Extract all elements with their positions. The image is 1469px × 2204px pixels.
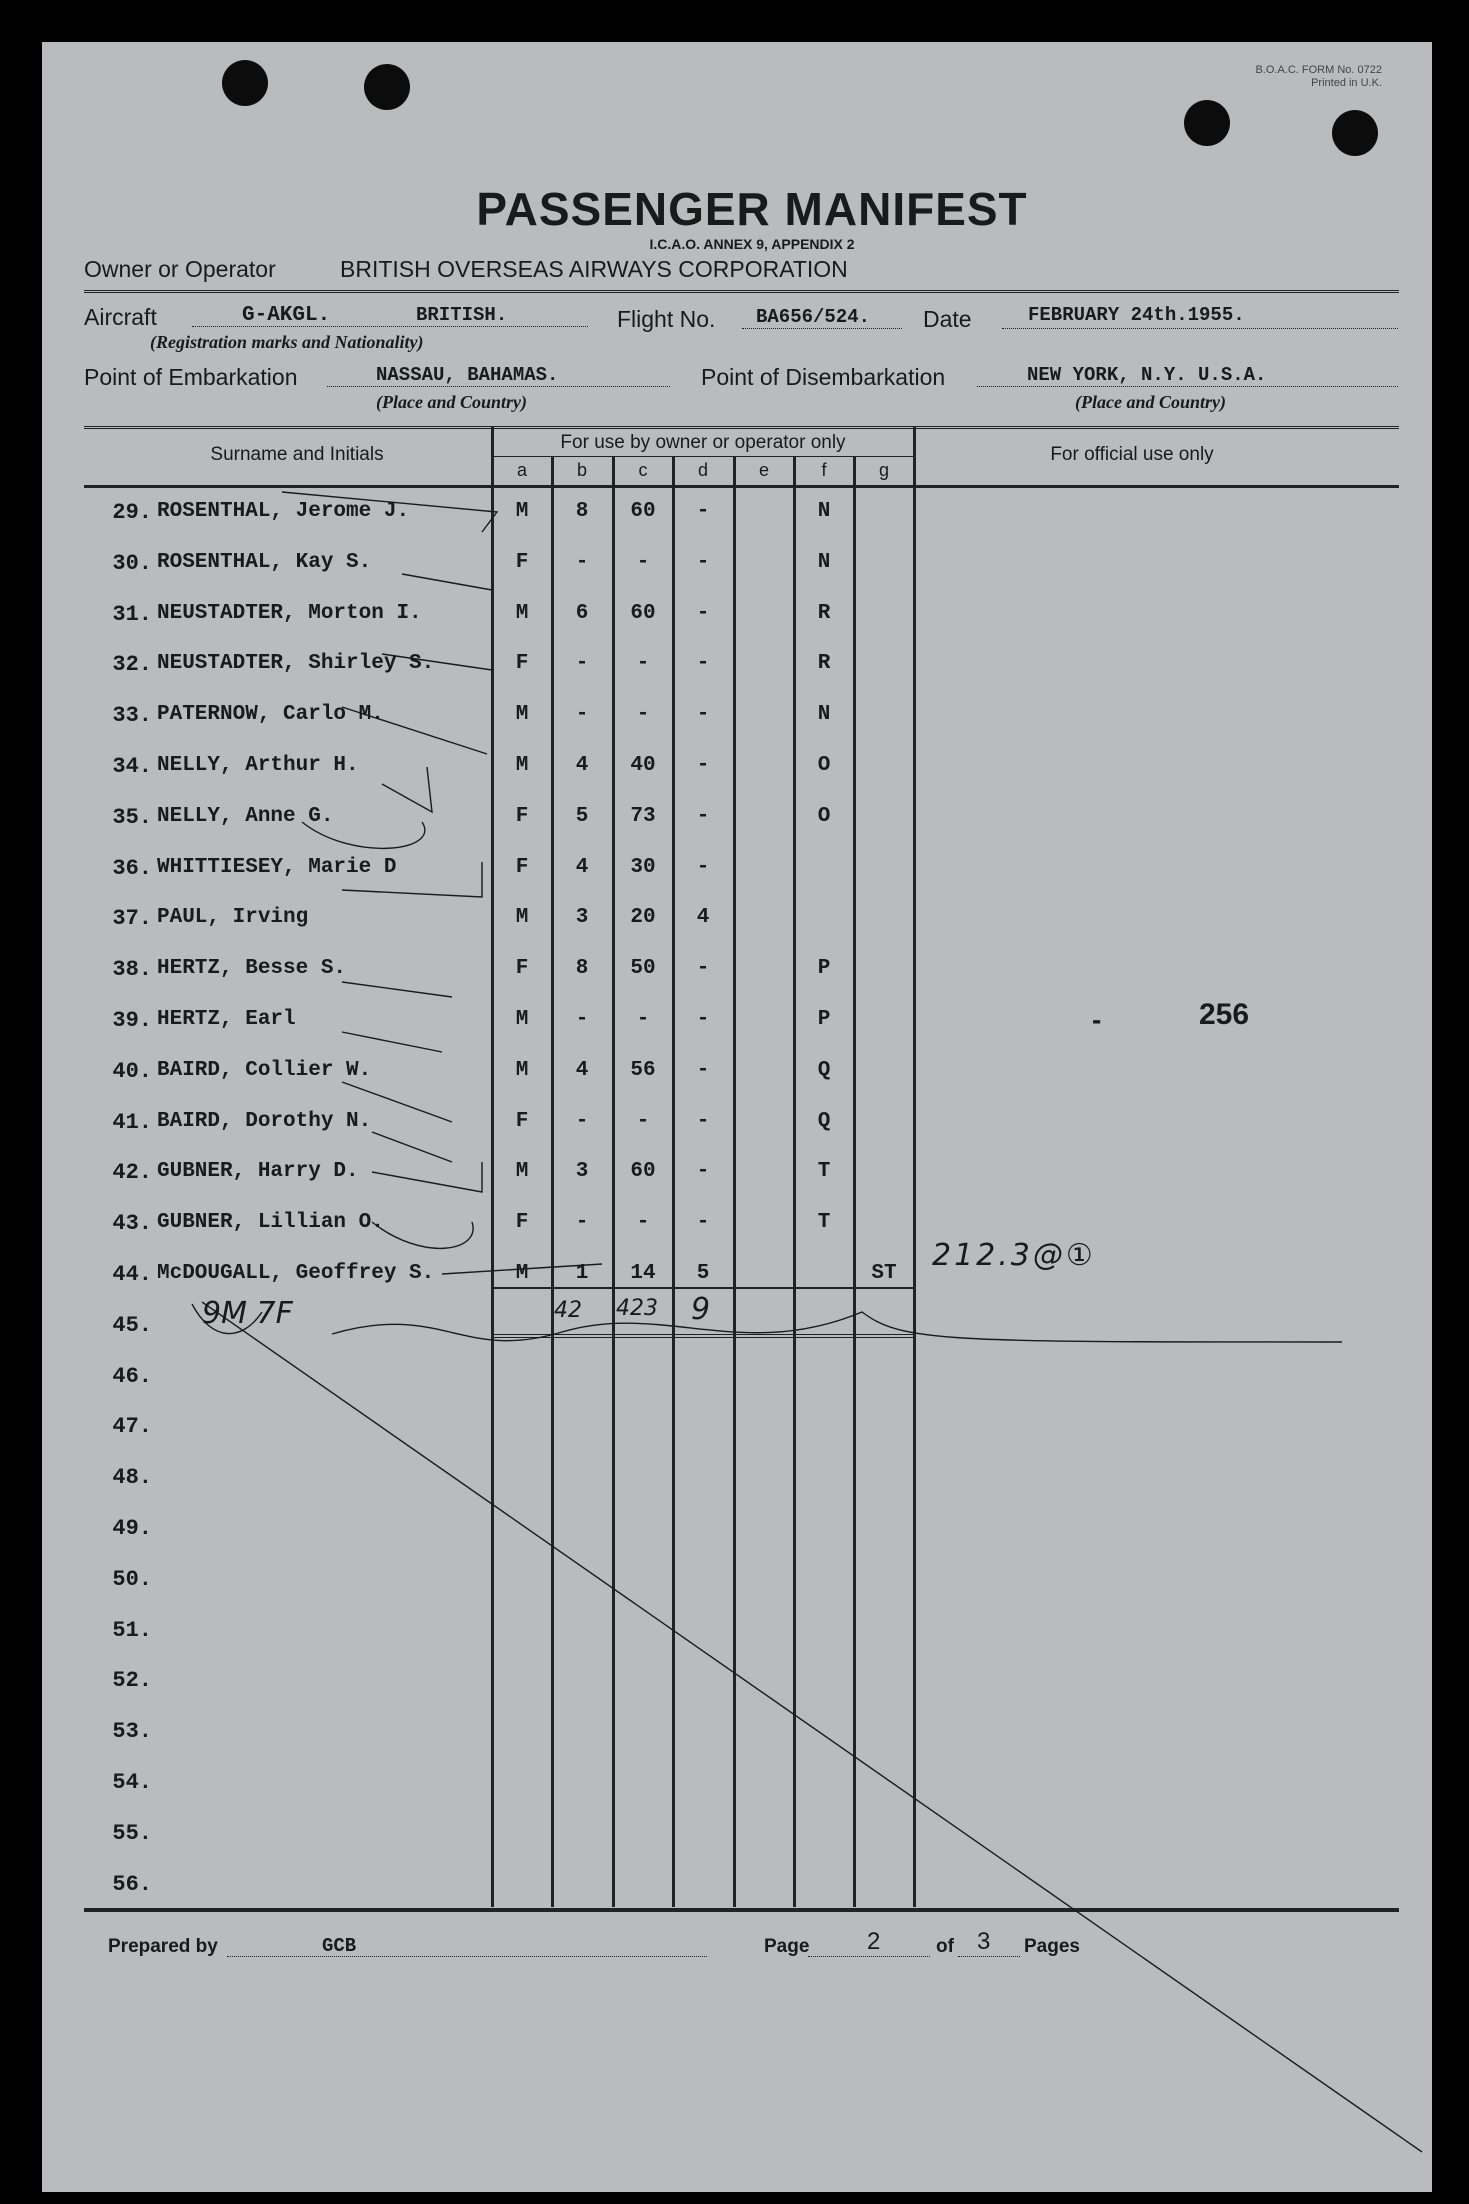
row-number: 31. bbox=[112, 601, 152, 627]
cell-c: 56 bbox=[630, 1058, 656, 1082]
empty-row-number: 49. bbox=[112, 1516, 152, 1541]
cell-d: - bbox=[696, 1058, 710, 1082]
total-d: 9 bbox=[691, 1292, 711, 1327]
page-title: PASSENGER MANIFEST bbox=[476, 183, 1028, 235]
embarkation-value: NASSAU, BAHAMAS. bbox=[376, 364, 559, 386]
row-number: 34. bbox=[112, 754, 152, 779]
passenger-name: PATERNOW, Carlo M. bbox=[157, 703, 384, 727]
row-number: 29. bbox=[112, 500, 152, 525]
cell-g: ST bbox=[871, 1262, 897, 1285]
cell-f: P bbox=[817, 1008, 831, 1031]
cell-c: - bbox=[636, 703, 650, 727]
cell-f: N bbox=[817, 500, 831, 523]
cell-a: M bbox=[515, 500, 529, 523]
aircraft-label: Aircraft bbox=[84, 304, 157, 330]
cell-c: 30 bbox=[630, 855, 656, 879]
passenger-name: NEUSTADTER, Morton I. bbox=[157, 601, 422, 625]
disembarkation-label: Point of Disembarkation bbox=[701, 364, 946, 390]
cell-a: F bbox=[515, 957, 529, 981]
passenger-name: HERTZ, Earl bbox=[157, 1008, 296, 1031]
cell-d: - bbox=[696, 1211, 710, 1235]
cell-c: - bbox=[636, 1109, 650, 1133]
cell-a: M bbox=[515, 1160, 529, 1184]
col-header-g: g bbox=[878, 460, 889, 480]
tick-mark bbox=[342, 1032, 442, 1052]
passenger-name: WHITTIESEY, Marie D bbox=[157, 855, 397, 879]
diagonal-cancel-line bbox=[202, 1302, 1422, 2152]
empty-row-number: 47. bbox=[112, 1414, 152, 1440]
date-value: FEBRUARY 24th.1955. bbox=[1028, 304, 1245, 326]
surname-header: Surname and Initials bbox=[210, 444, 384, 465]
tick-mark bbox=[282, 492, 497, 532]
aircraft-note: (Registration marks and Nationality) bbox=[150, 332, 424, 352]
cell-f: N bbox=[817, 550, 831, 574]
passenger-name: NEUSTADTER, Shirley S. bbox=[157, 652, 435, 676]
aircraft-registration: G-AKGL. bbox=[242, 304, 331, 327]
cell-b: - bbox=[575, 703, 589, 727]
passenger-name: GUBNER, Lillian O. bbox=[157, 1211, 384, 1235]
empty-row-number: 55. bbox=[112, 1820, 152, 1846]
cell-f: Q bbox=[817, 1109, 831, 1133]
cell-f: R bbox=[817, 652, 831, 676]
tick-mark bbox=[382, 767, 432, 812]
tick-mark bbox=[342, 862, 482, 897]
tick-mark bbox=[342, 1082, 452, 1122]
empty-row-number: 45. bbox=[112, 1312, 152, 1338]
cell-d: - bbox=[696, 1160, 710, 1184]
cell-b: 8 bbox=[575, 957, 589, 981]
embarkation-label: Point of Embarkation bbox=[84, 364, 298, 390]
cell-f: T bbox=[817, 1211, 831, 1235]
passenger-name: GUBNER, Harry D. bbox=[157, 1160, 359, 1184]
col-header-e: e bbox=[758, 460, 769, 480]
prepared-value: GCB bbox=[322, 1935, 357, 1957]
cell-a: M bbox=[515, 754, 529, 777]
aircraft-nationality: BRITISH. bbox=[416, 304, 508, 326]
cell-d: - bbox=[696, 1109, 710, 1133]
col-header-a: a bbox=[516, 460, 527, 480]
cell-b: - bbox=[575, 1008, 589, 1031]
cell-c: - bbox=[636, 1008, 650, 1031]
cell-c: 60 bbox=[630, 500, 656, 523]
empty-row-number: 52. bbox=[112, 1668, 152, 1694]
passenger-name: PAUL, Irving bbox=[157, 906, 309, 930]
cell-c: - bbox=[636, 550, 650, 574]
total-b: 42 bbox=[554, 1298, 582, 1323]
disembarkation-note: (Place and Country) bbox=[1075, 392, 1226, 412]
cell-d: - bbox=[696, 550, 710, 574]
cell-f: O bbox=[817, 754, 831, 777]
pages-label: Pages bbox=[1024, 1936, 1080, 1957]
cell-d: - bbox=[696, 703, 710, 727]
tick-mark bbox=[342, 707, 487, 754]
disembarkation-value: NEW YORK, N.Y. U.S.A. bbox=[1027, 364, 1267, 386]
cell-f: N bbox=[817, 703, 831, 727]
passenger-name: NELLY, Anne G. bbox=[157, 804, 334, 828]
passenger-name: NELLY, Arthur H. bbox=[157, 754, 359, 777]
cell-a: F bbox=[515, 804, 529, 828]
cell-d: - bbox=[696, 500, 710, 523]
row-number: 44. bbox=[112, 1262, 152, 1287]
official-handwritten: 212.3@① bbox=[932, 1238, 1096, 1273]
owner-value: BRITISH OVERSEAS AIRWAYS CORPORATION bbox=[340, 256, 848, 282]
cell-d: - bbox=[696, 601, 710, 625]
row-number: 33. bbox=[112, 703, 152, 729]
row-number: 42. bbox=[112, 1160, 152, 1186]
strike-mark bbox=[442, 1264, 602, 1274]
cell-b: 1 bbox=[575, 1262, 589, 1285]
empty-row-number: 54. bbox=[112, 1770, 152, 1795]
row-number: 36. bbox=[112, 855, 152, 881]
cell-c: 60 bbox=[630, 1160, 656, 1184]
of-value: 3 bbox=[977, 1928, 991, 1955]
cell-d: - bbox=[696, 804, 710, 828]
passenger-name: HERTZ, Besse S. bbox=[157, 957, 347, 981]
col-header-d: d bbox=[697, 460, 708, 480]
cell-a: M bbox=[515, 601, 529, 625]
passenger-name: ROSENTHAL, Jerome J. bbox=[157, 500, 410, 523]
official-dash: - bbox=[1092, 1004, 1102, 1035]
row-number: 41. bbox=[112, 1109, 152, 1135]
row-number: 35. bbox=[112, 804, 152, 830]
page-value: 2 bbox=[867, 1928, 881, 1955]
col-header-b: b bbox=[576, 460, 587, 480]
pen-marks bbox=[42, 42, 1432, 2192]
cell-d: - bbox=[696, 855, 710, 879]
handwritten-tally: 9M 7F bbox=[202, 1296, 293, 1331]
cell-b: - bbox=[575, 652, 589, 676]
cell-b: 3 bbox=[575, 1160, 589, 1184]
printed-note: Printed in U.K. bbox=[1311, 77, 1382, 89]
cell-a: F bbox=[515, 1211, 529, 1235]
row-number: 37. bbox=[112, 906, 152, 932]
tick-mark bbox=[372, 1222, 473, 1248]
cell-b: 3 bbox=[575, 906, 589, 930]
cell-d: - bbox=[696, 754, 710, 777]
cell-d: 4 bbox=[696, 906, 710, 930]
empty-row-number: 50. bbox=[112, 1566, 152, 1592]
passenger-name: McDOUGALL, Geoffrey S. bbox=[157, 1262, 435, 1285]
col-header-f: f bbox=[821, 460, 827, 480]
cell-f: Q bbox=[817, 1058, 831, 1082]
cell-c: 60 bbox=[630, 601, 656, 625]
flight-number: BA656/524. bbox=[756, 306, 871, 328]
official-number: 256 bbox=[1199, 998, 1250, 1031]
total-c: 423 bbox=[616, 1296, 658, 1321]
cell-d: - bbox=[696, 652, 710, 676]
passenger-name: BAIRD, Collier W. bbox=[157, 1058, 372, 1082]
cell-a: M bbox=[515, 1058, 529, 1082]
row-number: 43. bbox=[112, 1211, 152, 1237]
cell-c: - bbox=[636, 652, 650, 676]
cell-c: 20 bbox=[630, 906, 656, 930]
cell-b: - bbox=[575, 1211, 589, 1235]
row-number: 32. bbox=[112, 652, 152, 678]
cell-d: - bbox=[696, 1008, 710, 1031]
row-number: 40. bbox=[112, 1058, 152, 1084]
cell-f: O bbox=[817, 804, 831, 828]
cell-c: 73 bbox=[630, 804, 656, 828]
empty-row-number: 48. bbox=[112, 1465, 152, 1491]
owner-label: Owner or Operator bbox=[84, 256, 276, 282]
tick-mark bbox=[402, 574, 492, 590]
cell-b: 6 bbox=[575, 601, 589, 625]
tick-mark bbox=[302, 822, 425, 848]
cell-b: 4 bbox=[575, 754, 589, 777]
cell-b: 5 bbox=[575, 804, 589, 828]
form-number: B.O.A.C. FORM No. 0722 bbox=[1255, 64, 1382, 76]
cell-a: M bbox=[515, 703, 529, 727]
col-header-c: c bbox=[638, 460, 648, 480]
cell-b: 4 bbox=[575, 1058, 589, 1082]
prepared-label: Prepared by bbox=[108, 1936, 218, 1957]
cell-c: 14 bbox=[630, 1262, 656, 1285]
total-wave-line bbox=[332, 1312, 1342, 1342]
cell-a: M bbox=[515, 906, 529, 930]
empty-row-number: 56. bbox=[112, 1871, 152, 1897]
passenger-name: ROSENTHAL, Kay S. bbox=[157, 550, 372, 574]
cell-b: 4 bbox=[575, 855, 589, 879]
manifest-sheet bbox=[42, 42, 1432, 2192]
tick-mark bbox=[372, 1162, 482, 1192]
official-use-header: For official use only bbox=[1050, 444, 1214, 465]
cell-a: M bbox=[515, 1008, 529, 1031]
cell-d: 5 bbox=[696, 1262, 710, 1285]
cell-c: - bbox=[636, 1211, 650, 1235]
cell-c: 40 bbox=[630, 754, 656, 777]
cell-a: F bbox=[515, 1109, 529, 1133]
tick-mark bbox=[382, 654, 492, 670]
empty-row-number: 53. bbox=[112, 1719, 152, 1745]
page-label: Page bbox=[764, 1936, 810, 1957]
row-number: 30. bbox=[112, 550, 152, 576]
tick-mark bbox=[372, 1132, 452, 1162]
flight-label: Flight No. bbox=[617, 306, 716, 332]
passenger-name: BAIRD, Dorothy N. bbox=[157, 1109, 372, 1133]
cell-d: - bbox=[696, 957, 710, 981]
embarkation-note: (Place and Country) bbox=[376, 392, 527, 412]
cell-f: P bbox=[817, 957, 831, 981]
cell-b: - bbox=[575, 1109, 589, 1133]
cell-a: M bbox=[515, 1262, 529, 1285]
row-number: 39. bbox=[112, 1008, 152, 1033]
page-subtitle: I.C.A.O. ANNEX 9, APPENDIX 2 bbox=[649, 236, 855, 252]
owner-use-header: For use by owner or operator only bbox=[560, 432, 846, 453]
cell-a: F bbox=[515, 652, 529, 676]
cell-f: R bbox=[817, 601, 831, 625]
cell-f: T bbox=[817, 1160, 831, 1184]
of-label: of bbox=[936, 1936, 954, 1957]
cell-b: - bbox=[575, 550, 589, 574]
cell-a: F bbox=[515, 550, 529, 574]
date-label: Date bbox=[923, 306, 972, 332]
empty-row-number: 46. bbox=[112, 1363, 152, 1389]
cell-c: 50 bbox=[630, 957, 656, 981]
row-number: 38. bbox=[112, 957, 152, 983]
cell-a: F bbox=[515, 855, 529, 879]
tick-mark bbox=[342, 982, 452, 997]
cell-b: 8 bbox=[575, 500, 589, 523]
empty-row-number: 51. bbox=[112, 1617, 152, 1643]
